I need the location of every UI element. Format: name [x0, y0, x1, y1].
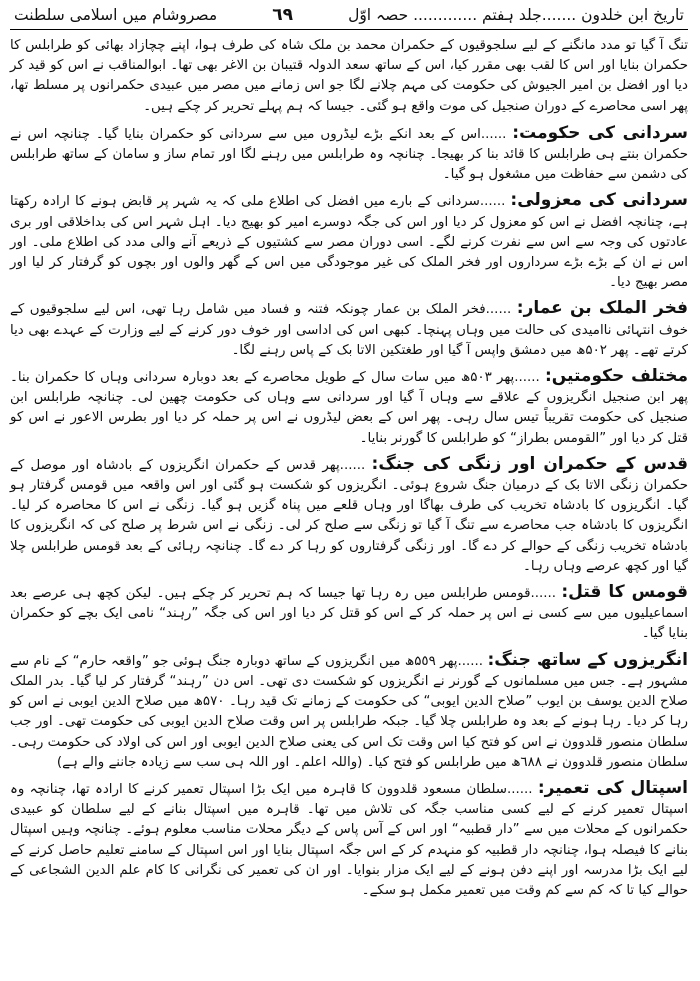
section-heading: سردانی کی حکومت:	[512, 122, 688, 143]
section-qumas-killing	[10, 582, 688, 645]
section-heading: مختلف حکومتیں:	[544, 366, 688, 387]
section-quds-zangi-war	[10, 454, 688, 577]
section-heading: انگریزوں کے ساتھ جنگ:	[487, 649, 688, 670]
paragraph-text: ......سردانی کے بارے میں افضل کی اطلاع ملی کہ یہ شہر پر قابض ہونے کا ارادہ رکھتا ہے، چنانچہ افضل نے اس کو معزول کر دیا اور اس کی جگہ دوسرے امیر کو بھیج دیا۔ اہل شہر اس کی بداخلاقی اور بری عادتوں کی وجہ سے اس سے نفرت کرنے لگے۔ اسی دوران مصر سے کشتیوں کے ذریعے آنے والی مدد کی اطلاع ملی۔ اور اس نے ان کے بڑے بڑے سرداروں اور فخر الملک کی غیر موجودگی میں اس کے گھر والوں اور بچوں کو گرفتار کر لیا اور مصر بھیج دیا۔	[10, 194, 688, 291]
paragraph-text: ......پھر ۵٥٩ھ میں انگریزوں کے ساتھ دوبارہ جنگ ہوئی جو ”واقعہ حارم“ کے نام سے مشہور ہے۔ جس میں مسلمانوں کے گورنر نے انگریزوں کو شکست دی تھی۔ اس دن ”رہند“ گرفتار کر لیا گیا۔ بدر الملک صلاح الدین یوسف بن ایوب ”صلاح الدین ایوبی“ کی حکومت کے زمانے تک قید رہا۔ ۵٧٠ھ میں صلاح الدین ایوبی نے اس کو رہا کر دیا۔ رہا ہونے کے بعد وہ طرابلس چلا گیا۔ جبکہ طرابلس پر اس وقت صلاح الدین ایوبی کی حکومت تھی۔ اور جب سلطان منصور قلدوون نے اس کو فتح کیا اس وقت تک اس کی یعنی صلاح الدین ایوبی اور اس کی اولاد کی حکومت رہی۔ سلطان منصور قلدوون نے ٦٨٨ھ میں طرابلس کو فتح کیا۔ (واللہ اعلم۔ اور اللہ ہی سب سے زیادہ جاننے والے ہے)	[10, 653, 688, 770]
section-heading: قدس کے حکمران اور زنگی کی جنگ:	[371, 453, 688, 474]
section-heading: اسپتال کی تعمیر:	[537, 777, 689, 798]
paragraph-text: ......قومس طرابلس میں رہ رہا تھا جیسا کہ ہم تحریر کر چکے ہیں۔ لیکن کچھ ہی عرصے بعد اسماعیلیوں میں سے کسی نے اس پر حملہ کر کے اس کو قتل کر دیا اور اس کی جگہ ”رہند“ نامی ایک بچے کو حکمران بنایا گیا۔	[10, 586, 688, 642]
section-fakhr-al-mulk	[10, 298, 688, 361]
paragraph-text: ......سلطان مسعود قلدوون کا قاہرہ میں ایک بڑا اسپتال تعمیر کرنے کا ارادہ تھا، چنانچہ وہ اسپتال تعمیر کرنے کے لیے کسی مناسب جگہ کی تلاش میں تھا۔ قاہرہ میں اسپتال بنانے کے لیے سلطان کو عبیدی حکمرانوں کے محلات میں سے ”دار قطبیہ“ اور اس کے آس پاس کے دیگر محلات مناسب معلوم ہوئے۔ چنانچہ وہیں اسپتال بنانے کا فیصلہ ہوا، چنانچہ دار قطبیہ کو منہدم کر کے اس جگہ اسپتال بنایا اور اس اسپتال کے سامنے تعلیم حاصل کرنے کے لیے ایک بڑا مدرسہ اور اپنے دفن ہونے کے لیے ایک مزار بنوایا۔ اور ان کی تعمیر کی نگرانی کا کام علم الدین الشجاعی کے حوالے کیا تا کہ کم سے کم وقت میں تعمیر مکمل ہو سکے۔	[10, 781, 688, 898]
page-body	[10, 36, 688, 901]
paragraph-text: ......اس کے بعد انکے بڑے لیڈروں میں سے سردانی کو حکمران بنایا گیا۔ چنانچہ اس نے حکمران بنتے ہی طرابلس کا قائد بنا کر بھیجا۔ چنانچہ وہ طرابلس میں رہنے لگا اور تمام ساز و سامان کے ساتھ طرابلس کی دشمن سے حفاظت میں مشغول ہو گیا۔	[10, 126, 689, 183]
section-sardani-rule	[10, 123, 688, 186]
paragraph-text: تنگ آ گیا تو مدد مانگنے کے لیے سلجوقیوں کے حکمران محمد بن ملک شاہ کی طرف ہوا، اپنے چچازاد بھائی کو طرابلس کا حکمران بنایا اور اس کا لقب بھی مقرر کیا، اس کے ساتھ سعد الدولہ قتیبان بن الاغر بھی تھا۔ ابوالمناقب نے اس کو قید کر دیا اور افضل بن امیر الجیوش کی حکومت کی مہم چلانے لگا جو اس زمانے میں مصر میں عبیدی حکمرانوں پر مسلط تھا، پھر اسی محاصرے کے دوران صنجیل کی موت واقع ہو گئی۔ جیسا کہ ہم پہلے تحریر کر چکے ہیں۔	[10, 38, 688, 114]
section-heading: سردانی کی معزولی:	[510, 190, 688, 211]
section-heading: فخر الملک بن عمار:	[516, 298, 688, 319]
section-war-with-english	[10, 650, 688, 773]
section-various-governments	[10, 366, 688, 449]
section-hospital-construction	[10, 778, 688, 901]
page-number: ٦٩	[272, 5, 293, 25]
paragraph-text: ......پھر ۵٠٣ھ میں سات سال کے طویل محاصرے کے بعد دوبارہ سردانی وہاں کا حکمران بنا۔ پھر ابن صنجیل انگریزوں کے علاقے سے وہاں آ گیا اور سردانی سے وہاں کی حکومت چھین لی۔ چنانچہ طرابلس ابن صنجیل کی حکومت تقریباً تیس سال رہی۔ پھر اس کے بعض لیڈروں نے اس پر حملہ کر دیا اور بطرس الاعور نے اس کو قتل کر دیا اور ”القومس بطراز“ کو طرابلس کا گورنر بنایا۔	[10, 370, 688, 446]
paragraph-text: ......پھر قدس کے حکمران انگریزوں کے بادشاہ اور موصل کے حکمران زنگی الاتا بک کے درمیان جنگ شروع ہوئی۔ انگریزوں کو شکست ہو گئی اور اس واقعہ میں قومس گرفتار ہو گیا۔ انگریزوں کا بادشاہ تخریب کی طرف بھاگا اور وہاں قلعے میں پناہ گزیں ہو گیا۔ زنگی نے اس کا محاصرہ کر لیا۔ انگریزوں کا بادشاہ جب محاصرے سے تنگ آ گیا تو زنگی سے صلح کر لی۔ زنگی نے اس شرط پر صلح کی کہ انگریزوں کا بادشاہ تخریب زنگی کے حوالے کر دے گا۔ اور زنگی گرفتاروں کو رہا کر دے گا۔ چنانچہ رہائی کے بعد قومس طرابلس چلا گیا اور کچھ عرصے وہاں رہا۔	[10, 457, 688, 574]
paragraph-text: ......فخر الملک بن عمار چونکہ فتنہ و فساد میں شامل رہا تھی، اس لیے سلجوقیوں کے خوف انتہائی ناامیدی کی حالت میں وہاں پہنچا۔ کبھی اس کی اداسی اور خوف دور کرنے کے لیے وزارت کے عہدے بھی دیا کرتے تھے۔ پھر ۵٠٢ھ میں دمشق واپس آ گیا اور طغتکین الاتا بک کے پاس رہنے لگا۔	[10, 302, 688, 358]
page-header	[10, 4, 688, 30]
section-sardani-dismissal	[10, 190, 688, 293]
section-heading: قومس کا قتل:	[561, 582, 688, 603]
header-chapter-title: مصروشام میں اسلامی سلطنت	[14, 6, 218, 24]
paragraph-intro	[10, 36, 688, 117]
header-book-title: تاریخ ابن خلدون .......جلد ہفتم ............. حصہ اوّل	[348, 6, 684, 24]
